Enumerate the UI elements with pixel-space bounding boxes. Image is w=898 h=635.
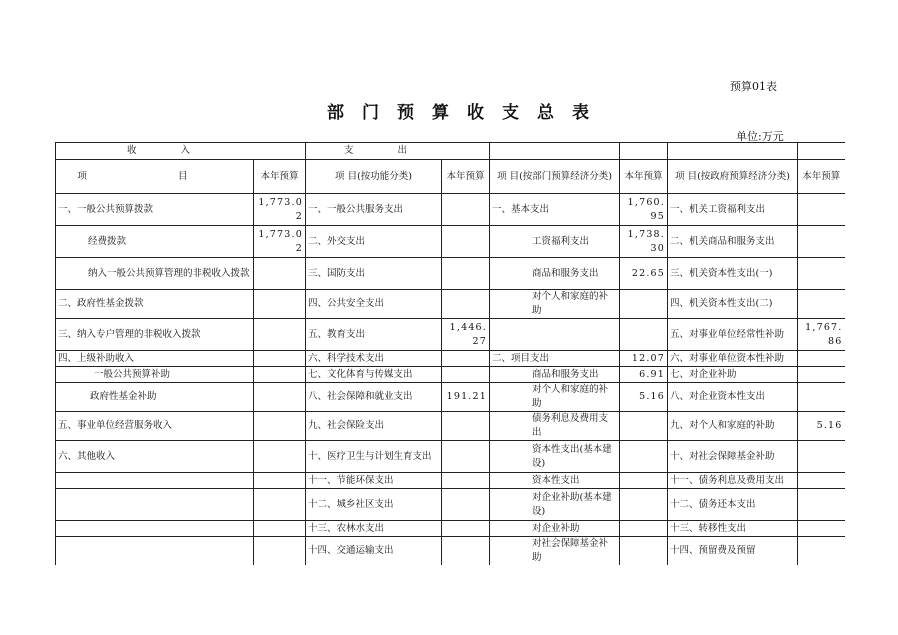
table-row <box>56 412 845 441</box>
dept-amount <box>620 489 668 521</box>
func-amount-header: 本年预算 <box>442 160 490 194</box>
income-amount <box>254 351 306 367</box>
income-item-header: 项 目 <box>56 160 254 194</box>
dept-econ-item-header: 项 目(按部门预算经济分类) <box>490 160 620 194</box>
gov-item: 九、对个人和家庭的补助 <box>668 412 798 441</box>
func-item: 十一、节能环保支出 <box>306 473 442 489</box>
unit-label: 单位:万元 <box>736 130 784 143</box>
func-amount <box>442 290 490 319</box>
gov-item: 四、机关资本性支出(二) <box>668 290 798 319</box>
gov-amount <box>798 383 845 412</box>
gov-amount <box>798 441 845 473</box>
table-row <box>56 489 845 521</box>
income-amount <box>254 290 306 319</box>
income-item: 一般公共预算补助 <box>56 367 254 383</box>
dept-item: 资本性支出(基本建设) <box>490 441 620 473</box>
dept-item <box>490 319 620 351</box>
dept-item: 债务利息及费用支出 <box>490 412 620 441</box>
func-item: 一、一般公共服务支出 <box>306 194 442 226</box>
gov-item: 十一、债务利息及费用支出 <box>668 473 798 489</box>
gov-amount-header: 本年预算 <box>798 160 845 194</box>
func-item-header: 项 目(按功能分类) <box>306 160 442 194</box>
dept-amount <box>620 537 668 566</box>
empty-header-cell <box>798 143 845 160</box>
dept-amount: 22.65 <box>620 258 668 290</box>
group-header-row <box>56 143 845 160</box>
dept-item: 一、基本支出 <box>490 194 620 226</box>
expense-group-header: 支出 <box>306 143 490 160</box>
func-amount <box>442 441 490 473</box>
table-row <box>56 319 845 351</box>
gov-item: 六、对事业单位资本性补助 <box>668 351 798 367</box>
budget-summary-table <box>55 142 845 565</box>
gov-item: 八、对企业资本性支出 <box>668 383 798 412</box>
gov-amount <box>798 258 845 290</box>
dept-item: 对个人和家庭的补助 <box>490 290 620 319</box>
income-amount <box>254 521 306 537</box>
income-item: 一、一般公共预算拨款 <box>56 194 254 226</box>
income-item: 五、事业单位经营服务收入 <box>56 412 254 441</box>
empty-header-cell <box>490 143 620 160</box>
dept-item: 对个人和家庭的补助 <box>490 383 620 412</box>
table-row <box>56 367 845 383</box>
income-item <box>56 521 254 537</box>
income-amount <box>254 441 306 473</box>
table-row <box>56 521 845 537</box>
table-row <box>56 473 845 489</box>
func-item: 十四、交通运输支出 <box>306 537 442 566</box>
gov-amount: 5.16 <box>798 412 845 441</box>
gov-item: 十、对社会保障基金补助 <box>668 441 798 473</box>
gov-amount <box>798 367 845 383</box>
gov-amount <box>798 473 845 489</box>
income-amount <box>254 489 306 521</box>
gov-item: 五、对事业单位经常性补助 <box>668 319 798 351</box>
gov-amount <box>798 537 845 566</box>
func-item: 十、医疗卫生与计划生育支出 <box>306 441 442 473</box>
income-item: 政府性基金补助 <box>56 383 254 412</box>
form-number: 预算01表 <box>730 80 777 93</box>
income-amount <box>254 319 306 351</box>
func-item: 三、国防支出 <box>306 258 442 290</box>
income-item: 六、其他收入 <box>56 441 254 473</box>
dept-item: 对企业补助(基本建设) <box>490 489 620 521</box>
gov-item: 十二、债务还本支出 <box>668 489 798 521</box>
dept-item: 对企业补助 <box>490 521 620 537</box>
income-item <box>56 489 254 521</box>
table-row <box>56 226 845 258</box>
func-item: 七、文化体育与传媒支出 <box>306 367 442 383</box>
income-item: 经费拨款 <box>56 226 254 258</box>
dept-amount <box>620 319 668 351</box>
func-item: 四、公共安全支出 <box>306 290 442 319</box>
income-item: 三、纳入专户管理的非税收入拨款 <box>56 319 254 351</box>
income-amount <box>254 537 306 566</box>
gov-amount <box>798 226 845 258</box>
income-item <box>56 537 254 566</box>
gov-amount <box>798 351 845 367</box>
func-amount <box>442 412 490 441</box>
table-body <box>56 143 845 566</box>
income-amount-header: 本年预算 <box>254 160 306 194</box>
dept-item: 工资福利支出 <box>490 226 620 258</box>
table-row <box>56 383 845 412</box>
table-row <box>56 351 845 367</box>
dept-amount: 12.07 <box>620 351 668 367</box>
income-amount <box>254 258 306 290</box>
gov-item: 十四、预留费及预留 <box>668 537 798 566</box>
func-item: 五、教育支出 <box>306 319 442 351</box>
gov-amount <box>798 290 845 319</box>
dept-amount: 1,738.30 <box>620 226 668 258</box>
dept-amount <box>620 290 668 319</box>
income-group-header: 收入 <box>56 143 306 160</box>
gov-amount <box>798 489 845 521</box>
income-item <box>56 473 254 489</box>
dept-amount <box>620 441 668 473</box>
func-item: 二、外交支出 <box>306 226 442 258</box>
income-amount <box>254 383 306 412</box>
gov-item: 三、机关资本性支出(一) <box>668 258 798 290</box>
func-amount: 191.21 <box>442 383 490 412</box>
func-amount <box>442 473 490 489</box>
func-amount <box>442 258 490 290</box>
func-amount <box>442 537 490 566</box>
income-amount: 1,773.02 <box>254 194 306 226</box>
dept-item: 商品和服务支出 <box>490 258 620 290</box>
gov-amount <box>798 521 845 537</box>
income-item: 四、上级补助收入 <box>56 351 254 367</box>
table-row <box>56 194 845 226</box>
gov-item: 七、对企业补助 <box>668 367 798 383</box>
income-amount <box>254 367 306 383</box>
table-row <box>56 290 845 319</box>
income-item: 纳入一般公共预算管理的非税收入拨款 <box>56 258 254 290</box>
dept-item: 二、项目支出 <box>490 351 620 367</box>
table-row <box>56 441 845 473</box>
func-amount <box>442 489 490 521</box>
dept-amount-header: 本年预算 <box>620 160 668 194</box>
income-amount: 1,773.02 <box>254 226 306 258</box>
dept-amount: 1,760.95 <box>620 194 668 226</box>
gov-amount <box>798 194 845 226</box>
gov-item: 一、机关工资福利支出 <box>668 194 798 226</box>
func-amount <box>442 194 490 226</box>
gov-amount: 1,767.86 <box>798 319 845 351</box>
column-header-row <box>56 160 845 194</box>
dept-amount <box>620 521 668 537</box>
income-item: 二、政府性基金拨款 <box>56 290 254 319</box>
dept-item: 资本性支出 <box>490 473 620 489</box>
func-item: 十二、城乡社区支出 <box>306 489 442 521</box>
dept-amount <box>620 473 668 489</box>
income-amount <box>254 412 306 441</box>
func-amount <box>442 521 490 537</box>
table-row <box>56 537 845 566</box>
dept-item: 对社会保障基金补助 <box>490 537 620 566</box>
gov-item: 二、机关商品和服务支出 <box>668 226 798 258</box>
gov-item: 十三、转移性支出 <box>668 521 798 537</box>
table-row <box>56 258 845 290</box>
dept-item: 商品和服务支出 <box>490 367 620 383</box>
dept-amount: 5.16 <box>620 383 668 412</box>
empty-header-cell <box>668 143 798 160</box>
func-amount <box>442 351 490 367</box>
income-amount <box>254 473 306 489</box>
page-title: 部门预算收支总表 <box>327 103 607 123</box>
empty-header-cell <box>620 143 668 160</box>
dept-amount: 6.91 <box>620 367 668 383</box>
func-item: 十三、农林水支出 <box>306 521 442 537</box>
func-item: 九、社会保险支出 <box>306 412 442 441</box>
func-item: 八、社会保障和就业支出 <box>306 383 442 412</box>
func-amount <box>442 367 490 383</box>
func-amount <box>442 226 490 258</box>
gov-econ-item-header: 项 目(按政府预算经济分类) <box>668 160 798 194</box>
func-item: 六、科学技术支出 <box>306 351 442 367</box>
func-amount: 1,446.27 <box>442 319 490 351</box>
dept-amount <box>620 412 668 441</box>
